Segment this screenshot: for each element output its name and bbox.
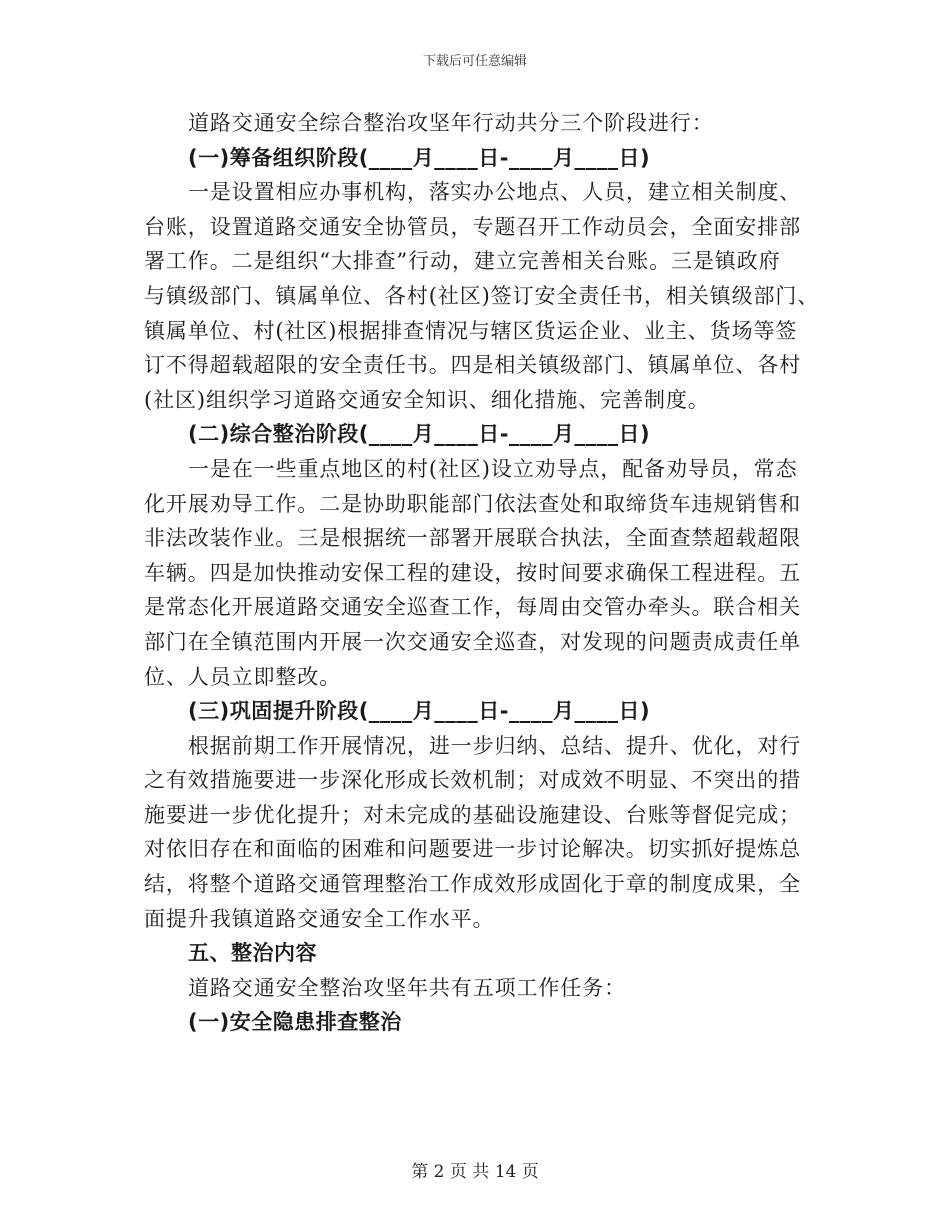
section-heading: (一)筹备组织阶段(____月____日-____月____日) [188,145,651,170]
paragraph-line: 一是设置相应办事机构，落实办公地点、人员，建立相关制度、 [188,180,802,205]
paragraph-line: 位、人员立即整改。 [144,664,342,689]
paragraph-line: 面提升我镇道路交通安全工作水平。 [144,906,495,931]
section-heading: (一)安全隐患排查整治 [188,1010,402,1035]
paragraph-line: 施要进一步优化提升；对未完成的基础设施建设、台账等督促完成； [144,802,801,827]
paragraph-line: 道路交通安全综合整治攻坚年行动共分三个阶段进行： [188,111,714,135]
page-header: 下载后可任意编辑 [422,54,527,69]
paragraph-line: (社区)组织学习道路交通安全知识、细化措施、完善制度。 [144,387,710,412]
paragraph-line: 订不得超载超限的安全责任书。四是相关镇级部门、镇属单位、各村 [144,353,801,378]
section-heading: 五、整治内容 [188,941,317,966]
paragraph-line: 对依旧存在和面临的困难和问题要进一步讨论解决。切实抓好提炼总 [144,837,801,862]
page-number: 第 2 页 共 14 页 [411,1162,539,1182]
paragraph-line: 结，将整个道路交通管理整治工作成效形成固化于章的制度成果，全 [144,872,801,897]
document-body [144,106,820,1040]
paragraph-line: 之有效措施要进一步深化形成长效机制；对成效不明显、不突出的措 [144,768,801,793]
paragraph-line: 署工作。二是组织“大排查”行动，建立完善相关台账。三是镇政府 [144,249,781,274]
paragraph-line: 台账，设置道路交通安全协管员，专题召开工作动员会，全面安排部 [144,214,801,239]
paragraph-line: 镇属单位、村(社区)根据排查情况与辖区货运企业、业主、货场等签 [144,318,798,343]
paragraph-line: 是常态化开展道路交通安全巡查工作，每周由交管办牵头。联合相关 [144,595,801,620]
paragraph-line: 根据前期工作开展情况，进一步归纳、总结、提升、优化，对行 [188,733,802,758]
section-heading: (三)巩固提升阶段(____月____日-____月____日) [188,699,651,724]
paragraph-line: 道路交通安全整治攻坚年共有五项工作任务： [188,975,626,1000]
section-heading: (二)综合整治阶段(____月____日-____月____日) [188,422,651,447]
paragraph-line: 车辆。四是加快推动安保工程的建设，按时间要求确保工程进程。五 [144,560,801,585]
paragraph-line: 部门在全镇范围内开展一次交通安全巡查，对发现的问题责成责任单 [144,629,801,654]
paragraph-line: 化开展劝导工作。二是协助职能部门依法查处和取缔货车违规销售和 [144,491,801,516]
paragraph-line: 一是在一些重点地区的村(社区)设立劝导点，配备劝导员，常态 [188,456,798,481]
paragraph-line: 非法改装作业。三是根据统一部署开展联合执法，全面查禁超载超限 [144,526,801,551]
paragraph-line: 与镇级部门、镇属单位、各村(社区)签订安全责任书，相关镇级部门、 [144,283,820,308]
